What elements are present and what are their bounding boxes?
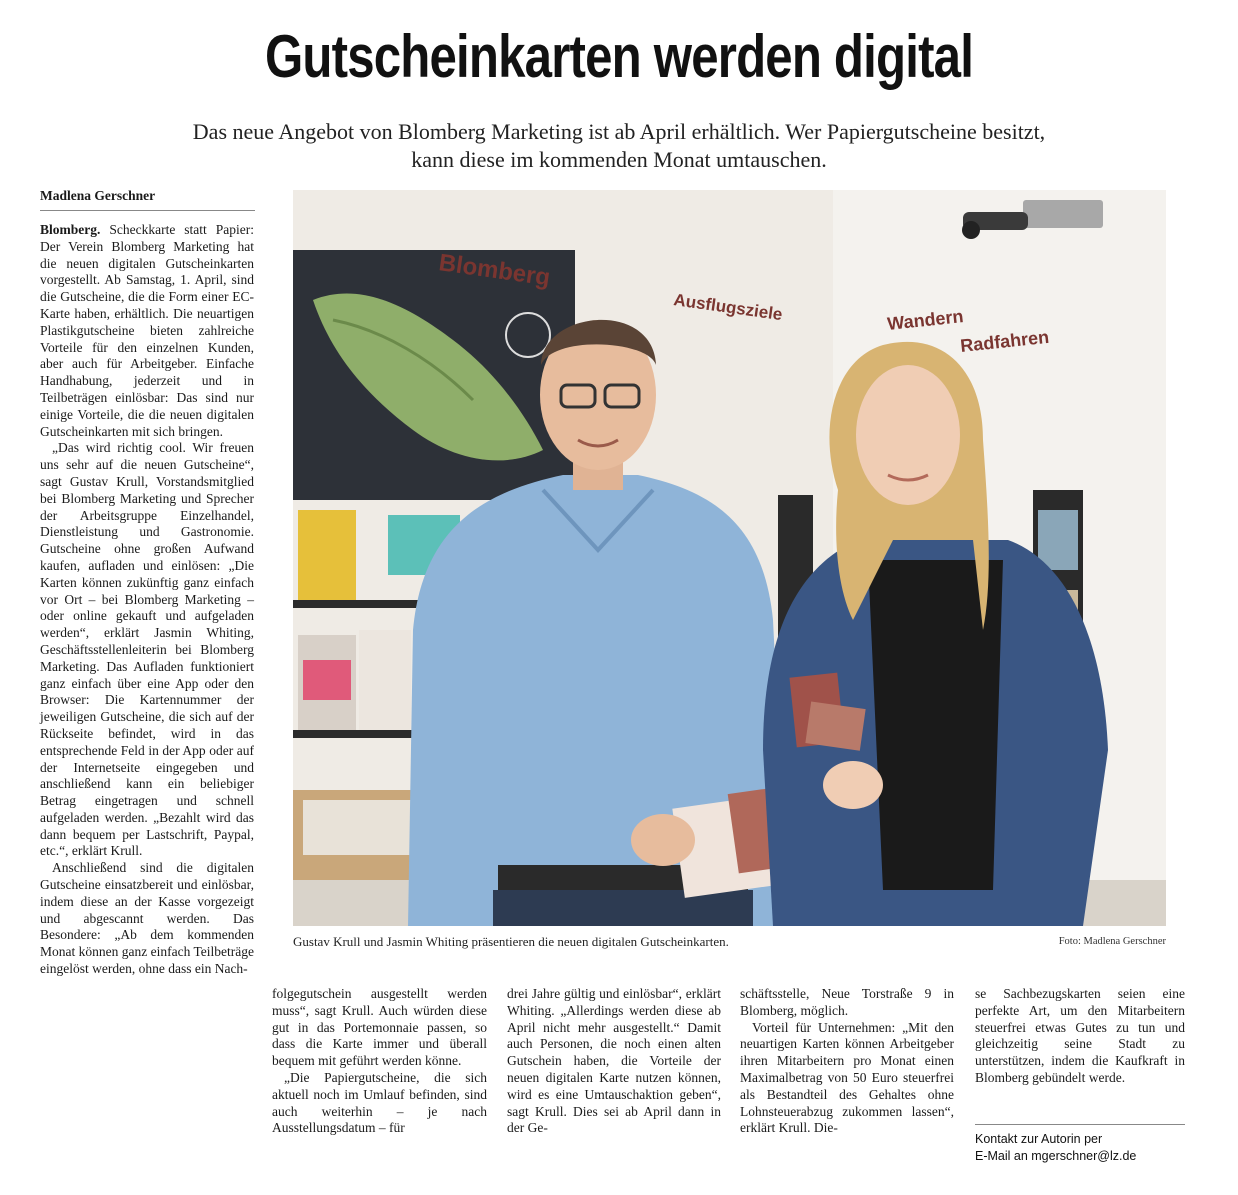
article-column-4 [740, 986, 954, 1137]
article-column-2 [272, 986, 487, 1137]
article-column-1 [40, 222, 254, 978]
wall-text-ausflugsziele: Ausflugsziele [672, 290, 784, 325]
subheadline [100, 118, 1138, 174]
article-photo [293, 190, 1166, 926]
column-4-paragraph-1: schäftsstelle, Neue Torstraße 9 in Blomberg, möglich. [740, 986, 954, 1018]
paragraph-3: Anschließend sind die digitalen Gutscheine einsatzbereit und einlösbar, indem diese an der Kasse vorgezeigt und abgescannt werden. Das Besondere: „Ab dem kommenden Monat können ganz einfach Teilbeträge eingelöst werden, ohne dass ein Nach- [40, 860, 254, 977]
column-2-paragraph-2: „Die Papiergutscheine, die sich aktuell noch im Umlauf befinden, sind auch weiterhin – je nach Ausstellungsdatum – für [272, 1069, 487, 1136]
wall-text-radfahren: Radfahren [959, 326, 1050, 356]
paragraph-2: „Das wird richtig cool. Wir freuen uns sehr auf die neuen Gutscheine“, sagt Gustav Krull, Vorstandsmitglied bei Blomberg Marketing und Sprecher der Arbeitsgruppe Einzelhandel, Dienstleistung und Gastronomie. Gutscheine ohne großen Aufwand kaufen, aufladen und einlösen: „Die Karten können zukünftig ganz einfach vor Ort – bei Blomberg Marketing – oder online gekauft und aufgeladen werden“, erklärt Jasmin Whiting, Geschäftsstellenleiterin bei Blomberg Marketing. Das Aufladen funktioniert ganz einfach über eine App oder den Browser: Die Kartennummer der jeweiligen Gutscheine, die sich auf der Rückseite befindet, wird in das entsprechende Feld in der App oder auf der Internetseite eingegeben und anschließend kann ein beliebiger Betrag eingetragen und schnell aufgeladen werden. „Bezahlt wird das dann bequem per Lastschrift, Paypal, etc.“, erklärt Krull. [40, 440, 254, 859]
contact-line-1: Kontakt zur Autorin per [975, 1132, 1103, 1146]
photo-credit: Foto: Madlena Gerschner [1058, 936, 1166, 947]
column-2-paragraph-1: folgegutschein ausgestellt werden muss“, sagt Krull. Auch würden diese gut in das Portemonnaie passen, so dass die Karte immer und überall bequem mit geführt werden könne. [272, 986, 487, 1069]
contact-line-2: E-Mail an mgerschner@lz.de [975, 1149, 1137, 1163]
paragraph-1: Scheckkarte statt Papier: Der Verein Blomberg Marketing hat die neuen digitalen Gutscheinkarten vorgestellt. Ab Samstag, 1. April, sind die Gutscheine, die die Form einer EC-Karte haben, erhältlich. Die neuartigen Plastikgutscheine bieten zahlreiche Vorteile für den einzelnen Kunden, aber auch für Arbeitgeber. Einfache Handhabung, jederzeit und in Teilbeträgen einlösbar: Das sind nur einige Vorteile, die die neuen digitalen Gutscheinkarten mit sich bringen. [40, 222, 255, 439]
column-3-paragraph-1: drei Jahre gültig und einlösbar“, erklärt Whiting. „Allerdings werden diese ab April nicht mehr ausgestellt.“ Damit auch Personen, die noch einen alten Gutschein haben, die Vorteile der neuen digitalen Karte nutzen können, wird es eine Umtauschaktion geben“, sagt Krull. Dies sei ab April dann in der Ge- [507, 986, 721, 1136]
dateline: Blomberg. [40, 222, 101, 237]
subhead-line-1: Das neue Angebot von Blomberg Marketing ist ab April erhältlich. Wer Papiergutscheine besitzt, [192, 119, 1046, 144]
column-5-paragraph-1: se Sachbezugskarten seien eine perfekte Art, um den Mitarbeitern steuerfrei etwas Gutes zu tun und gleichzeitig seine Stadt zu unterstützen, indem die Kaufkraft in Blomberg gebündelt werde. [975, 986, 1185, 1085]
photo-illustration [293, 190, 1166, 926]
photo-caption: Gustav Krull und Jasmin Whiting präsentieren die neuen digitalen Gutscheinkarten. [293, 934, 729, 949]
author-contact [975, 1124, 1185, 1165]
wall-text-blomberg: Blomberg [437, 249, 552, 292]
author-byline: Madlena Gerschner [40, 188, 255, 211]
subhead-line-2: kann diese im kommenden Monat umtauschen. [411, 147, 827, 172]
article-column-5 [975, 986, 1185, 1087]
headline: Gutscheinkarten werden digital [264, 23, 974, 90]
column-4-paragraph-2: Vorteil für Unternehmen: „Mit den neuartigen Karten können Arbeitgeber ihren Mitarbeitern pro Monat einen Maximalbetrag von 50 Euro steuerfrei als Bestandteil des Gehaltes ohne Lohnsteuerabzug zukommen lassen“, erklärt Krull. Die- [740, 1019, 954, 1136]
wall-text-wandern: Wandern [886, 306, 965, 334]
article-column-3 [507, 986, 721, 1137]
